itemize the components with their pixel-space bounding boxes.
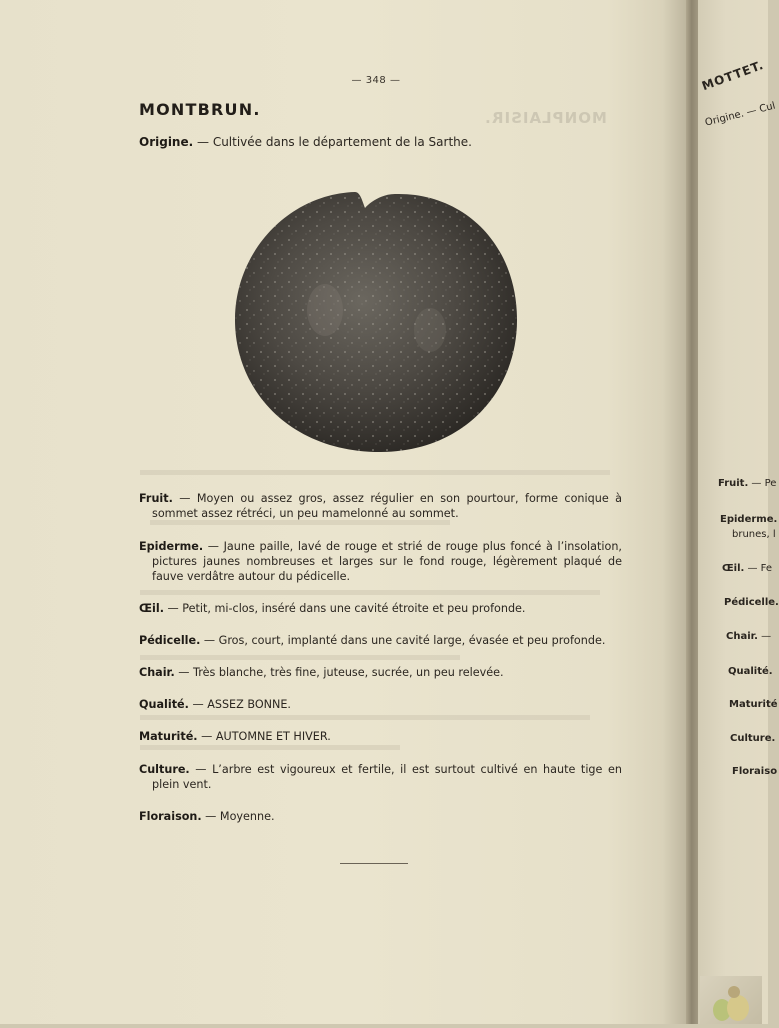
right-page-field <box>732 766 777 777</box>
right-page-field <box>729 699 778 710</box>
right-page-field <box>730 733 775 744</box>
culture-field <box>139 762 622 792</box>
field-text: — Fe <box>744 563 773 574</box>
field-label: Maturité <box>729 699 778 710</box>
show-through-line <box>140 470 610 475</box>
field-label: Epiderme. <box>139 540 204 553</box>
show-through-line <box>140 655 460 660</box>
right-page-title: MOTTET. <box>700 57 766 94</box>
field-text: — Jaune paille, lavé de rouge et strié de rouge plus foncé à l’insolation, pictures jaunes nombreuses et larges sur le fond rouge, légèrement plaqué de fauve verdâtre autour du pédicelle. <box>152 540 622 583</box>
show-through-title: MONPLAISIR. <box>484 109 607 127</box>
field-label: Œil. <box>139 602 164 615</box>
right-page <box>698 0 779 1024</box>
oeil-field <box>139 601 622 616</box>
floraison-field <box>139 809 622 824</box>
field-label: Chair. <box>139 666 175 679</box>
field-text: — Moyenne. <box>201 810 275 823</box>
right-page-origin: Origine. — Cul <box>704 100 777 129</box>
field-label: Epiderme. <box>720 514 778 525</box>
field-text: — AUTOMNE ET HIVER. <box>197 730 331 743</box>
origin-text: — Cultivée dans le département de la Sarthe. <box>193 135 472 149</box>
closing-rule <box>340 863 408 864</box>
field-label: Fruit. <box>139 492 173 505</box>
right-page-field <box>718 478 776 489</box>
field-text: — ASSEZ BONNE. <box>188 698 291 711</box>
field-text: — <box>757 631 772 642</box>
pear-icon <box>700 976 762 1024</box>
field-text: — Petit, mi-clos, inséré dans une cavité étroite et peu profonde. <box>163 602 526 615</box>
field-text: — Très blanche, très fine, juteuse, sucrée, un peu relevée. <box>174 666 504 679</box>
field-label: Culture. <box>730 733 776 744</box>
show-through-line <box>140 590 600 595</box>
field-label: Fruit. <box>718 478 749 489</box>
field-label: Pédicelle. <box>724 597 779 608</box>
field-label: Culture. <box>139 763 190 776</box>
field-label: Floraison. <box>139 810 202 823</box>
apple-illustration <box>230 180 522 460</box>
field-label: Maturité. <box>139 730 198 743</box>
epiderme-field <box>139 539 622 584</box>
origin-field <box>139 135 622 150</box>
field-text: brunes, l <box>732 529 776 540</box>
field-label: Qualité. <box>139 698 189 711</box>
variety-title: MONTBRUN. <box>139 100 261 119</box>
right-page-field <box>732 529 776 540</box>
field-text: — L’arbre est vigoureux et fertile, il est surtout cultivé en haute tige en plein vent. <box>152 763 622 791</box>
fruit-field <box>139 491 622 521</box>
right-page-field <box>724 597 779 608</box>
pedicelle-field <box>139 633 622 648</box>
show-through-line <box>140 745 400 750</box>
field-text: — Moyen ou assez gros, assez régulier en son pourtour, forme conique à sommet assez rétréci, un peu mamelonné au sommet. <box>152 492 622 520</box>
right-page-field <box>720 514 777 525</box>
field-label: Qualité. <box>728 666 773 677</box>
field-text: — Gros, court, implanté dans une cavité large, évasée et peu profonde. <box>200 634 606 647</box>
field-label: Floraiso <box>732 766 778 777</box>
show-through-line <box>140 715 590 720</box>
chair-field <box>139 665 622 680</box>
qualite-field <box>139 697 622 712</box>
right-page-field <box>726 631 771 642</box>
right-page-field <box>728 666 773 677</box>
corner-thumbnail <box>700 976 762 1024</box>
page-number: — 348 — <box>351 75 401 86</box>
right-page-field <box>722 563 772 574</box>
origin-label: Origine. <box>139 135 194 149</box>
field-label: Chair. <box>726 631 758 642</box>
field-label: Œil. <box>722 563 745 574</box>
maturite-field <box>139 729 622 744</box>
field-label: Pédicelle. <box>139 634 201 647</box>
field-text: — Pe <box>748 478 777 489</box>
